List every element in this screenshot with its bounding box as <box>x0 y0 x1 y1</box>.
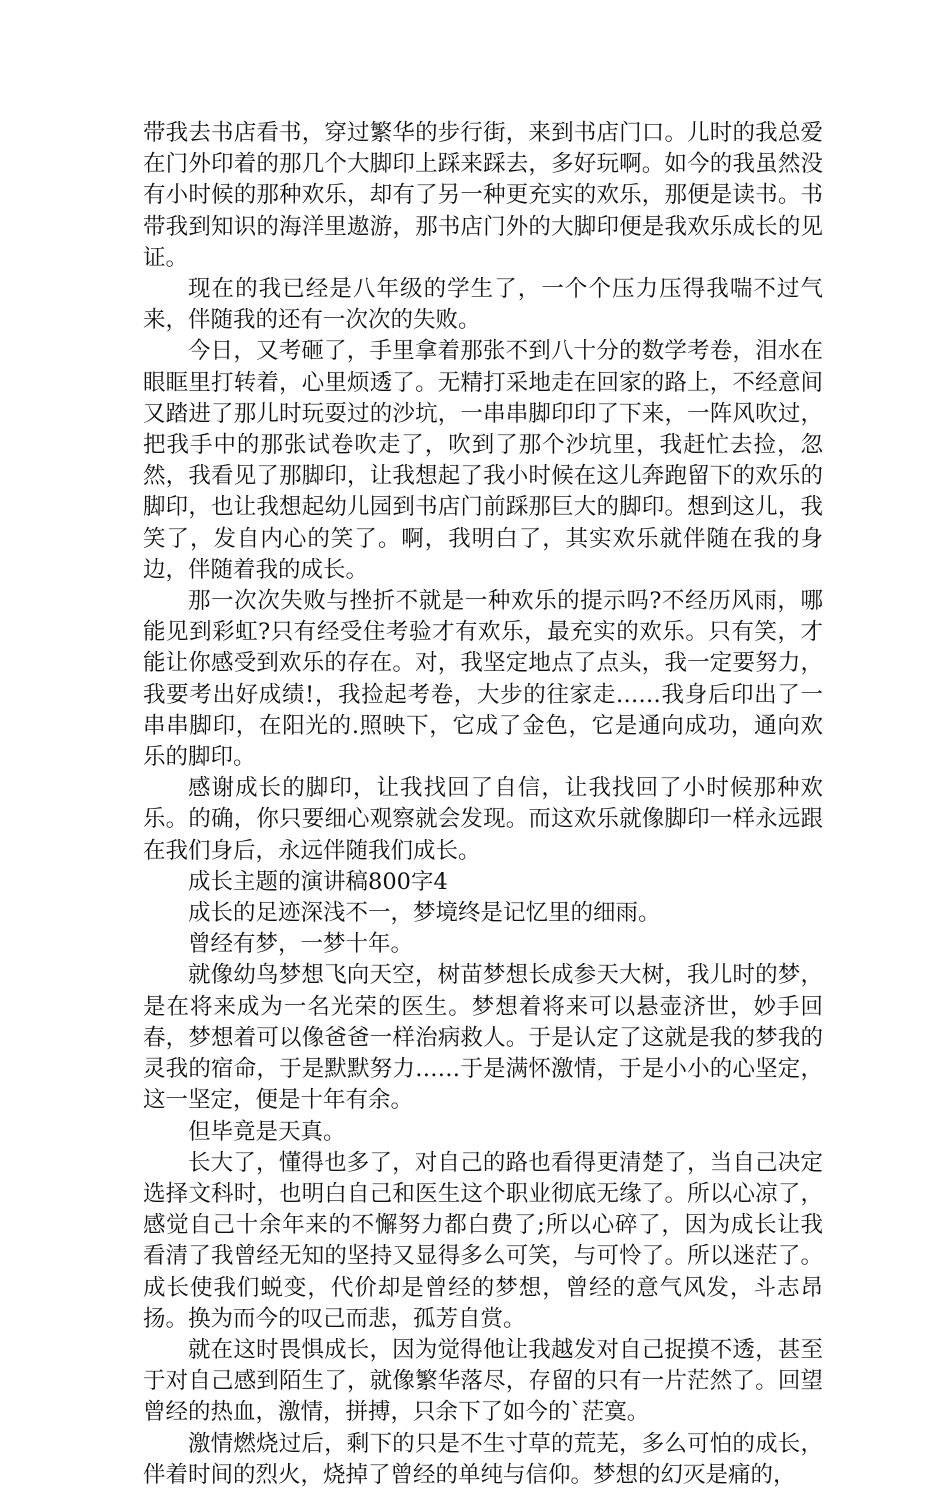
paragraph-passion-burned: 激情燃烧过后，剩下的只是不生寸草的荒芜，多么可怕的成长，伴着时间的烈火，烧掉了曾经的单纯与信仰。梦想的幻灭是痛的， <box>143 1430 823 1488</box>
paragraph-eighth-grade: 现在的我已经是八年级的学生了，一个个压力压得我喘不过气来，伴随我的还有一次次的失败。 <box>143 276 823 334</box>
paragraph-doctor-dream: 就像幼鸟梦想飞向天空，树苗梦想长成参天大树，我儿时的梦，是在将来成为一名光荣的医生。梦想着将来可以悬壶济世，妙手回春，梦想着可以像爸爸一样治病救人。于是认定了这就是我的梦我的灵我的宿命，于是默默努力……于是满怀激情，于是小小的心坚定，这一坚定，便是十年有余。 <box>143 962 823 1114</box>
document-page <box>143 118 823 1491</box>
paragraph-gratitude: 感谢成长的脚印，让我找回了自信，让我找回了小时候那种欢乐。的确，你只要细心观察就会发现。而这欢乐就像脚印一样永远跟在我们身后，永远伴随我们成长。 <box>143 775 823 864</box>
paragraph-naive: 但毕竟是天真。 <box>188 1118 346 1145</box>
section-heading: 成长主题的演讲稿800字4 <box>188 868 448 895</box>
paragraph-bookstore-memory: 带我去书店看书，穿过繁华的步行街，来到书店门口。儿时的我总爱在门外印着的那几个大脚印上踩来踩去，多好玩啊。如今的我虽然没有小时候的那种欢乐，却有了另一种更充实的欢乐，那便是读书。书带我到知识的海洋里遨游，那书店门外的大脚印便是我欢乐成长的见证。 <box>143 120 823 271</box>
paragraph-ten-year-dream: 曾经有梦，一梦十年。 <box>188 931 414 958</box>
paragraph-fear-of-growth: 就在这时畏惧成长，因为觉得他让我越发对自己捉摸不透，甚至于对自己感到陌生了，就像繁华落尽，存留的只有一片茫然了。回望曾经的热血，激情，拼搏，只余下了如今的`茫寞。 <box>143 1336 823 1426</box>
paragraph-growing-up: 长大了，懂得也多了，对自己的路也看得更清楚了，当自己决定选择文科时，也明白自己和医生这个职业彻底无缘了。所以心凉了，感觉自己十余年来的不懈努力都白费了;所以心碎了，因为成长让我看清了我曾经无知的坚持又显得多么可笑，与可怜了。所以迷茫了。成长使我们蜕变，代价却是曾经的梦想，曾经的意气风发，斗志昂扬。换为而今的叹己而悲，孤芳自赏。 <box>143 1149 823 1332</box>
paragraph-footprints: 成长的足迹深浅不一，梦境终是记忆里的细雨。 <box>188 900 661 927</box>
paragraph-failed-exam: 今日，又考砸了，手里拿着那张不到八十分的数学考卷，泪水在眼眶里打转着，心里烦透了。无精打采地走在回家的路上，不经意间又踏进了那儿时玩耍过的沙坑，一串串脚印印了下来，一阵风吹过，把我手中的那张试卷吹走了，吹到了那个沙坑里，我赶忙去捡，忽然，我看见了那脚印，让我想起了我小时候在这儿奔跑留下的欢乐的脚印，也让我想起幼儿园到书店门前踩那巨大的脚印。想到这儿，我笑了，发自内心的笑了。啊，我明白了，其实欢乐就伴随在我的身边，伴随着我的成长。 <box>143 338 823 583</box>
paragraph-rainbow: 那一次次失败与挫折不就是一种欢乐的提示吗?不经历风雨，哪能见到彩虹?只有经受住考验才有欢乐，最充实的欢乐。只有笑，才能让你感受到欢乐的存在。对，我坚定地点了点头，我一定要努力，我要考出好成绩!，我捡起考卷，大步的往家走……我身后印出了一串串脚印，在阳光的.照映下，它成了金色，它是通向成功，通向欢乐的脚印。 <box>143 588 823 771</box>
